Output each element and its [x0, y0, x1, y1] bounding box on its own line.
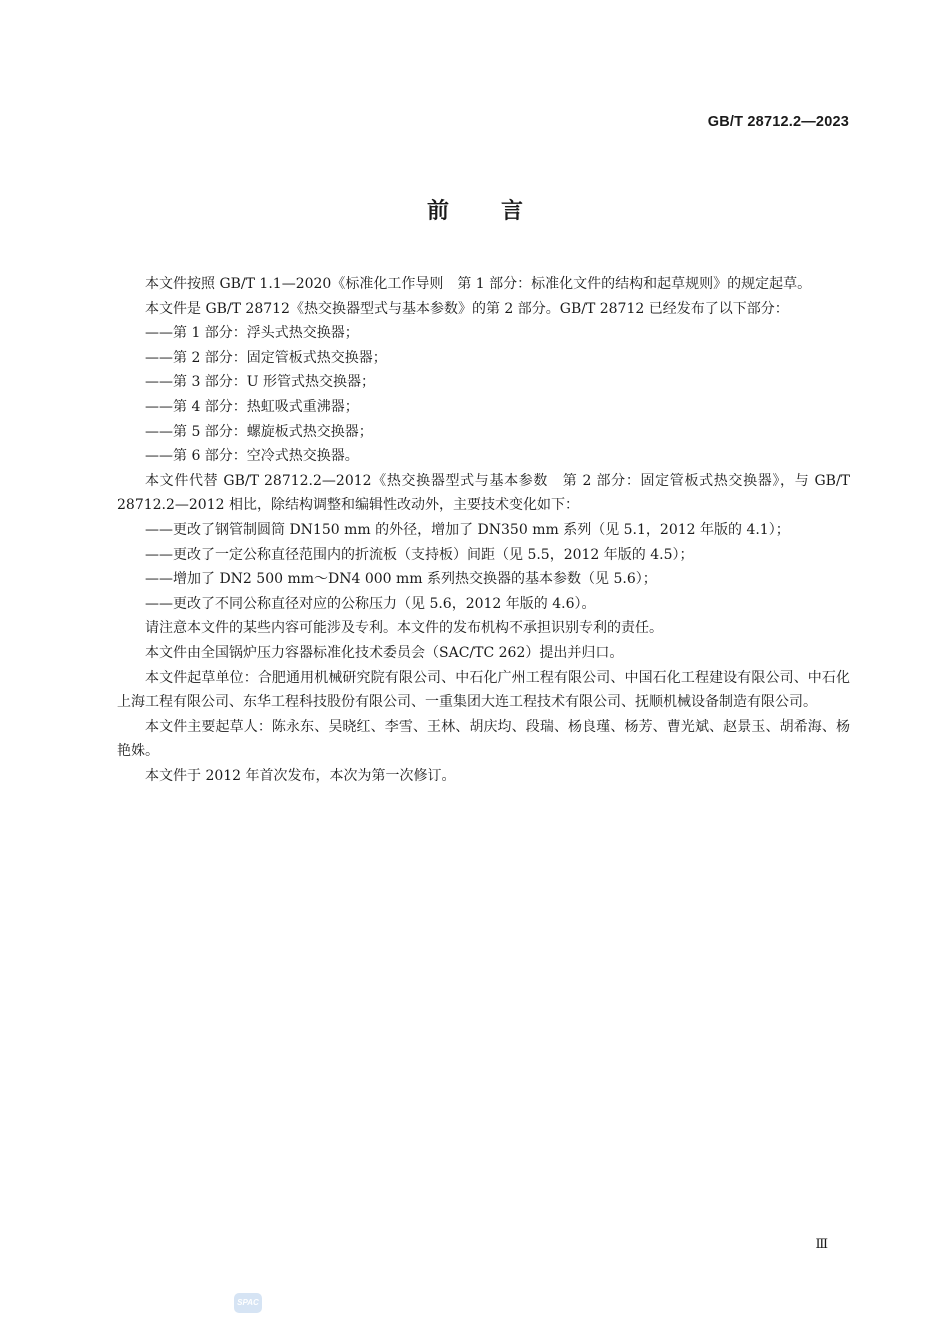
list-item-change-3: ——增加了 DN2 500 mm～DN4 000 mm 系列热交换器的基本参数（见 5.6）；: [145, 571, 657, 588]
paragraph-publication-history: 本文件于 2012 年首次发布，本次为第一次修订。: [145, 767, 456, 784]
paragraph-patent-notice: 请注意本文件的某些内容可能涉及专利。本文件的发布机构不承担识别专利的责任。: [145, 620, 663, 637]
list-item-change-4: ——更改了不同公称直径对应的公称压力（见 5.6，2012 年版的 4.6）。: [145, 595, 596, 612]
paragraph-drafters: 本文件主要起草人：陈永东、吴晓红、李雪、王林、胡庆均、段瑞、杨良瑾、杨芳、曹光斌、赵景玉、胡希海、杨艳姝。: [117, 718, 850, 760]
list-item-change-2: ——更改了一定公称直径范围内的折流板（支持板）间距（见 5.5，2012 年版的 4.5）；: [145, 546, 694, 563]
list-item-part-2: ——第 2 部分：固定管板式热交换器；: [145, 349, 387, 366]
foreword-body: [117, 272, 850, 788]
page-number: Ⅲ: [815, 1237, 828, 1252]
paragraph-drafting-units: 本文件起草单位：合肥通用机械研究院有限公司、中石化广州工程有限公司、中国石化工程建设有限公司、中石化上海工程有限公司、东华工程科技股份有限公司、一重集团大连工程技术有限公司、抚顺机械设备制造有限公司。: [117, 669, 850, 711]
list-item-part-6: ——第 6 部分：空冷式热交换器。: [145, 448, 359, 465]
paragraph-proposer: 本文件由全国锅炉压力容器标准化技术委员会（SAC/TC 262）提出并归口。: [145, 644, 624, 661]
list-item-change-1: ——更改了钢管制圆筒 DN150 mm 的外径，增加了 DN350 mm 系列（见 5.1，2012 年版的 4.1）；: [145, 521, 790, 538]
page-title: 前言: [426, 199, 575, 224]
paragraph-replacement: 本文件代替 GB/T 28712.2—2012《热交换器型式与基本参数 第 2 部分：固定管板式热交换器》，与 GB/T 28712.2—2012 相比，除结构调整和编辑性改动外，主要技术变化如下：: [117, 472, 850, 514]
watermark-logo: SPAC: [234, 1293, 262, 1313]
list-item-part-3: ——第 3 部分：U 形管式热交换器；: [145, 374, 376, 391]
paragraph-drafting-rules: 本文件按照 GB/T 1.1—2020《标准化工作导则 第 1 部分：标准化文件的结构和起草规则》的规定起草。: [145, 276, 812, 292]
standard-code: GB/T 28712.2—2023: [707, 114, 849, 130]
paragraph-series-intro: 本文件是 GB/T 28712《热交换器型式与基本参数》的第 2 部分。GB/T 28712 已经发布了以下部分：: [145, 300, 789, 317]
list-item-part-4: ——第 4 部分：热虹吸式重沸器；: [145, 398, 359, 415]
list-item-part-5: ——第 5 部分：螺旋板式热交换器；: [145, 423, 373, 440]
list-item-part-1: ——第 1 部分：浮头式热交换器；: [145, 325, 359, 342]
